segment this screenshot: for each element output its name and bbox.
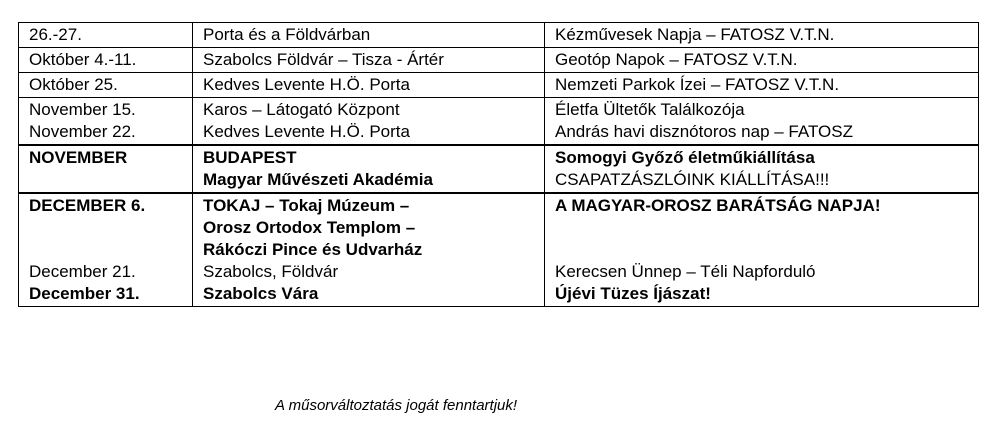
event-cell — [545, 23, 979, 48]
event-cell — [545, 98, 979, 146]
cell-line: Geotóp Napok – FATOSZ V.T.N. — [555, 50, 798, 69]
cell-line: Életfa Ültetők Találkozója — [555, 100, 745, 119]
date-cell — [19, 193, 193, 307]
place-cell — [193, 48, 545, 73]
cell-line: December 31. — [29, 284, 140, 303]
cell-line: CSAPATZÁSZLÓINK KIÁLLÍTÁSA!!! — [555, 170, 830, 189]
table-row — [19, 145, 979, 193]
cell-line: Kedves Levente H.Ö. Porta — [203, 122, 410, 141]
cell-line — [29, 239, 186, 261]
cell-line: Somogyi Győző életműkiállítása — [555, 148, 815, 167]
date-cell — [19, 145, 193, 193]
cell-line — [555, 239, 972, 261]
cell-line: Kézművesek Napja – FATOSZ V.T.N. — [555, 25, 835, 44]
cell-line: Porta és a Földvárban — [203, 25, 371, 44]
cell-line: December 21. — [29, 262, 136, 281]
date-cell — [19, 48, 193, 73]
table-row — [19, 98, 979, 146]
cell-line: Október 25. — [29, 75, 118, 94]
cell-line: Kedves Levente H.Ö. Porta — [203, 75, 410, 94]
place-cell — [193, 23, 545, 48]
table-row — [19, 23, 979, 48]
cell-line: Szabolcs Vára — [203, 284, 319, 303]
cell-line: Újévi Tüzes Íjászat! — [555, 284, 711, 303]
date-cell — [19, 98, 193, 146]
place-cell — [193, 193, 545, 307]
date-cell — [19, 73, 193, 98]
table-row — [19, 73, 979, 98]
cell-line: November 22. — [29, 122, 136, 141]
cell-line: Szabolcs Földvár – Tisza - Ártér — [203, 50, 444, 69]
event-cell — [545, 193, 979, 307]
event-cell — [545, 73, 979, 98]
cell-line: BUDAPEST — [203, 148, 297, 167]
cell-line: DECEMBER 6. — [29, 196, 146, 215]
event-cell — [545, 145, 979, 193]
cell-line: Október 4.-11. — [29, 50, 137, 69]
cell-line: Karos – Látogató Központ — [203, 100, 400, 119]
cell-line: Magyar Művészeti Akadémia — [203, 170, 433, 189]
cell-line: NOVEMBER — [29, 148, 128, 167]
cell-line: Rákóczi Pince és Udvarház — [203, 240, 423, 259]
cell-line — [29, 217, 186, 239]
date-cell — [19, 23, 193, 48]
place-cell — [193, 98, 545, 146]
place-cell — [193, 73, 545, 98]
cell-line: Orosz Ortodox Templom – — [203, 218, 416, 237]
cell-line: November 15. — [29, 100, 136, 119]
schedule-body — [19, 23, 979, 307]
cell-line: A MAGYAR-OROSZ BARÁTSÁG NAPJA! — [555, 196, 881, 215]
cell-line — [555, 217, 972, 239]
cell-line: TOKAJ – Tokaj Múzeum – — [203, 196, 410, 215]
cell-line: Szabolcs, Földvár — [203, 262, 339, 281]
footer-note: A műsorváltoztatás jogát fenntartjuk! — [275, 397, 518, 414]
cell-line: Kerecsen Ünnep – Téli Napforduló — [555, 262, 816, 281]
event-schedule-table — [18, 22, 979, 307]
table-row — [19, 48, 979, 73]
table-row — [19, 193, 979, 307]
cell-line: András havi disznótoros nap – FATOSZ — [555, 122, 853, 141]
event-cell — [545, 48, 979, 73]
cell-line: Nemzeti Parkok Ízei – FATOSZ V.T.N. — [555, 75, 840, 94]
place-cell — [193, 145, 545, 193]
cell-line: 26.-27. — [29, 25, 82, 44]
